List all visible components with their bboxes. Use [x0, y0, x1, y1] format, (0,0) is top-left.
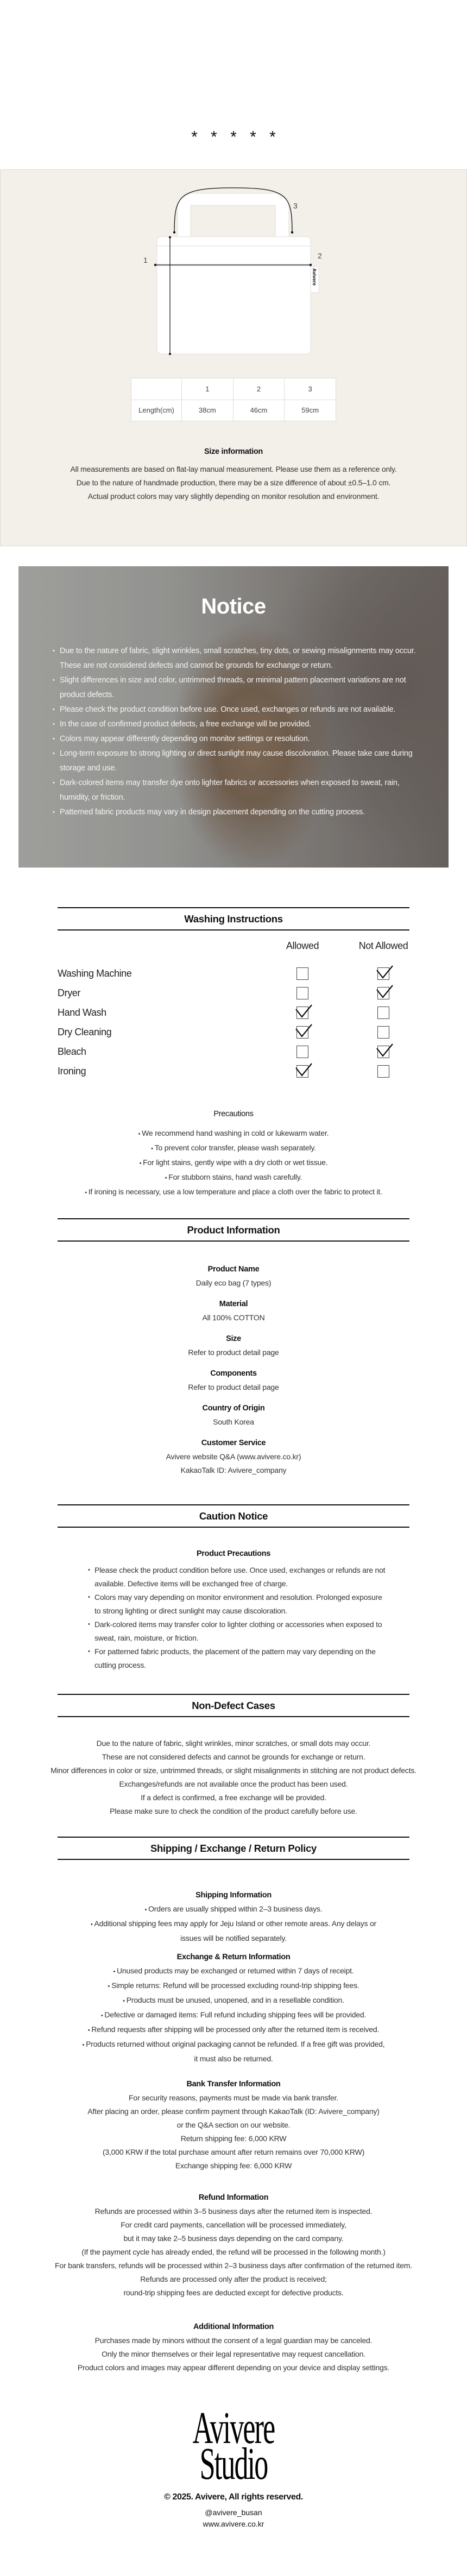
checkbox-allowed[interactable]: [296, 1026, 308, 1039]
website-link[interactable]: www.avivere.co.kr: [203, 2520, 264, 2528]
notice-item: • Long-term exposure to strong lighting or direct sunlight may cause discoloration. Please take care during storage and use.: [60, 746, 429, 776]
table-header-cell: [131, 378, 182, 400]
non-defect-line: If a defect is confirmed, a free exchange will be provided.: [141, 1793, 326, 1802]
product-info-label: Product Name: [207, 1265, 260, 1274]
notice-item: • Please check the product condition before use. Once used, exchanges or refunds are not available.: [60, 702, 429, 717]
product-info-item: [0, 1263, 467, 1290]
caution-item: • Colors may vary depending on monitor environment and resolution. Prolonged exposure to strong lighting or direct sunlight may cause discoloration.: [94, 1591, 388, 1618]
notice-banner: [18, 566, 449, 868]
shipping-information: [0, 1889, 467, 1945]
copyright: © 2025. Avivere, All rights reserved.: [164, 2492, 303, 2502]
star-icon: *: [191, 128, 198, 146]
checkbox-not-allowed[interactable]: [377, 967, 389, 980]
brand-tag-text: Avivere: [312, 268, 317, 286]
checkbox-allowed[interactable]: [296, 987, 308, 999]
size-information-line-list: [0, 463, 467, 503]
product-info-item: [0, 1436, 467, 1477]
exchange-return-line: • Products returned without original packaging cannot be refunded. If a free gift was provided,: [0, 2037, 467, 2052]
shipping-line: • Additional shipping fees may apply for Jeju Island or other remote areas. Any delays or: [0, 1917, 467, 1932]
non-defect-line: Please make sure to check the condition of the product carefully before use.: [110, 1807, 357, 1815]
product-info-label: Components: [210, 1369, 257, 1378]
bank-transfer-line: After placing an order, please confirm payment through KakaoTalk (ID: Avivere_company): [87, 2107, 380, 2116]
exchange-return-line: it must also be returned.: [194, 2054, 273, 2063]
product-info-value: Refer to product detail page: [188, 1348, 279, 1357]
additional-line-list: [0, 2334, 467, 2375]
avivere-studio-logo: [0, 2403, 467, 2489]
notice-item: • Due to the nature of fabric, slight wrinkles, small scratches, tiny dots, or sewing misalignments may occur. These are not considered defects and cannot be grounds for exchange or return.: [60, 644, 429, 673]
check-mark-icon: [295, 1023, 313, 1040]
refund-information: [0, 2191, 467, 2300]
size-table: [131, 378, 336, 421]
checkbox-allowed[interactable]: [296, 1046, 308, 1058]
exchange-return-line-list: [0, 1964, 467, 2066]
precautions-title: Precautions: [213, 1110, 254, 1118]
refund-information-title: Refund Information: [198, 2193, 269, 2202]
precaution-item-list: [0, 1126, 467, 1200]
caution-item: • Please check the product condition before use. Once used, exchanges or refunds are not available. Defective items will be exchanged free of charge.: [94, 1564, 388, 1591]
refund-line-list: [0, 2205, 467, 2300]
product-info-label: Size: [226, 1334, 241, 1343]
shipping-policy-heading: Shipping / Exchange / Return Policy: [58, 1837, 409, 1860]
precaution-item: • If ironing is necessary, use a low temperature and place a cloth over the fabric to protect it.: [0, 1185, 467, 1200]
washing-row-label: Bleach: [58, 1046, 86, 1057]
product-info-item: [0, 1298, 467, 1325]
checkbox-allowed[interactable]: [296, 967, 308, 980]
refund-line: round-trip shipping fees are deducted except for defective products.: [123, 2288, 344, 2297]
check-mark-icon: [295, 1062, 313, 1079]
checkbox-allowed[interactable]: [296, 1007, 308, 1019]
refund-line: For bank transfers, refunds will be processed within 2–3 business days after confirmation of the returned item.: [55, 2261, 412, 2270]
notice-item-list: [60, 644, 429, 820]
precautions: [0, 1107, 467, 1200]
washing-instructions-heading: Washing Instructions: [58, 907, 409, 931]
column-header-allowed: Allowed: [286, 940, 319, 951]
checkbox-allowed[interactable]: [296, 1065, 308, 1078]
product-info-item: [0, 1402, 467, 1429]
caution-item: • Dark-colored items may transfer color to lighter clothing or accessories when exposed to sweat, rain, moisture, or friction.: [94, 1618, 388, 1645]
additional-line: Purchases made by minors without the consent of a legal guardian may be canceled.: [94, 2336, 373, 2345]
exchange-return-line: • Products must be unused, unopened, and in a resellable condition.: [0, 1993, 467, 2008]
bank-transfer-line: For security reasons, payments must be made via bank transfer.: [129, 2093, 338, 2102]
notice-item: • Patterned fabric products may vary in design placement depending on the cutting process.: [60, 805, 429, 820]
bank-transfer-line: or the Q&A section on our website.: [176, 2121, 291, 2129]
washing-row-label: Hand Wash: [58, 1007, 106, 1018]
logo-line-1: Avivere: [192, 2403, 275, 2453]
additional-information: [0, 2320, 467, 2375]
washing-row-label: Dry Cleaning: [58, 1027, 112, 1037]
notice-item: • Slight differences in size and color, untrimmed threads, or minimal pattern placement variations are not product defects.: [60, 673, 429, 702]
non-defect-line-list: [0, 1737, 467, 1818]
product-info-item: [0, 1367, 467, 1394]
check-mark-icon: [295, 1004, 313, 1020]
caution-notice-heading: Caution Notice: [58, 1504, 409, 1528]
exchange-return-line: • Simple returns: Refund will be processed excluding round-trip shipping fees.: [0, 1979, 467, 1993]
star-icon: *: [230, 128, 237, 146]
notice-title: Notice: [201, 594, 266, 618]
bag-size-diagram: [0, 169, 467, 387]
table-cell: 59cm: [285, 400, 336, 421]
caution-item-list: [94, 1564, 388, 1672]
additional-line: Only the minor themselves or their legal representative may request cancellation.: [102, 2350, 365, 2358]
notice-item: • Colors may appear differently depending on monitor settings or resolution.: [60, 732, 429, 746]
refund-line: (If the payment cycle has already ended, the refund will be processed in the following month.): [81, 2248, 386, 2256]
bag-body: [157, 237, 311, 354]
bag-handle: [178, 193, 289, 237]
checkbox-not-allowed[interactable]: [377, 1065, 389, 1078]
size-information-line: Due to the nature of handmade production, there may be a size difference of about ±0.5–1.0 cm.: [76, 478, 391, 487]
washing-row-label: Ironing: [58, 1066, 86, 1077]
product-precautions-title: Product Precautions: [196, 1549, 271, 1558]
refund-line: Refunds are processed within 3–5 business days after the returned item is inspected.: [94, 2207, 373, 2216]
refund-line: but it may take 2–5 business days depending on the card company.: [123, 2234, 344, 2243]
non-defect-line: These are not considered defects and cannot be grounds for exchange or return.: [102, 1752, 365, 1761]
product-info-value: Daily eco bag (7 types): [195, 1278, 272, 1287]
additional-information-title: Additional Information: [193, 2322, 274, 2331]
star-icon: *: [211, 128, 217, 146]
shipping-information-title: Shipping Information: [195, 1891, 272, 1900]
product-info-value: KakaoTalk ID: Avivere_company: [180, 1466, 287, 1474]
product-info-label: Material: [219, 1300, 248, 1308]
product-information-list: [0, 1263, 467, 1485]
refund-line: For credit card payments, cancellation will be processed immediately,: [121, 2220, 346, 2229]
table-row: [131, 400, 336, 421]
product-information-heading: Product Information: [58, 1218, 409, 1242]
star-icon: *: [269, 128, 276, 146]
product-info-value: Refer to product detail page: [188, 1383, 279, 1391]
table-cell: 38cm: [182, 400, 234, 421]
notice-item: • Dark-colored items may transfer dye onto lighter fabrics or accessories when exposed to sweat, rain, humidity, or friction.: [60, 776, 429, 805]
refund-line: Refunds are processed only after the product is received;: [140, 2275, 327, 2283]
product-info-label: Customer Service: [201, 1439, 266, 1447]
logo-line-2: Studio: [199, 2439, 268, 2489]
precaution-item: • We recommend hand washing in cold or lukewarm water.: [0, 1126, 467, 1141]
product-info-value: South Korea: [213, 1417, 254, 1426]
exchange-return-line: • Defective or damaged items: Full refund including shipping fees will be provided.: [0, 2008, 467, 2023]
bank-transfer-line-list: [0, 2091, 467, 2173]
checkbox-not-allowed[interactable]: [377, 1007, 389, 1019]
product-info-label: Country of Origin: [202, 1404, 265, 1413]
size-information-line: All measurements are based on flat-lay manual measurement. Please use them as a reference only.: [70, 465, 397, 473]
precaution-item: • To prevent color transfer, please wash separately.: [0, 1141, 467, 1156]
checkbox-not-allowed[interactable]: [377, 987, 389, 999]
non-defect-line: Due to the nature of fabric, slight wrinkles, minor scratches, or small dots may occur.: [96, 1739, 371, 1748]
check-mark-icon: [376, 1043, 394, 1059]
exchange-return-information: [0, 1951, 467, 2066]
shipping-line: • Orders are usually shipped within 2–3 business days.: [0, 1902, 467, 1917]
exchange-return-title: Exchange & Return Information: [176, 1953, 291, 1961]
non-defect-cases-heading: Non-Defect Cases: [58, 1694, 409, 1717]
product-info-item: [0, 1332, 467, 1359]
shipping-line: issues will be notified separately.: [180, 1934, 287, 1942]
table-header-cell: 1: [182, 378, 234, 400]
column-header-not-allowed: Not Allowed: [358, 940, 408, 951]
product-info-value: Avivere website Q&A (www.avivere.co.kr): [166, 1452, 301, 1461]
caution-item: • For patterned fabric products, the placement of the pattern may vary depending on the cutting process.: [94, 1645, 388, 1672]
size-information: [0, 445, 467, 503]
non-defect-line: Minor differences in color or size, untrimmed threads, or slight misalignments in stitching are not product defects.: [51, 1766, 416, 1775]
check-mark-icon: [376, 984, 394, 1001]
washing-row-label: Washing Machine: [58, 968, 132, 979]
table-header-cell: 3: [285, 378, 336, 400]
bank-transfer-line: (3,000 KRW if the total purchase amount after return remains over 70,000 KRW): [102, 2148, 365, 2156]
bank-transfer-line: Exchange shipping fee: 6,000 KRW: [175, 2161, 292, 2170]
measure-label-3: 3: [293, 201, 298, 210]
table-row-label: Length(cm): [131, 400, 182, 421]
checkbox-not-allowed[interactable]: [377, 1046, 389, 1058]
measure-label-1: 1: [143, 256, 148, 264]
size-information-title: Size information: [204, 447, 263, 456]
washing-row-label: Dryer: [58, 988, 80, 998]
size-information-line: Actual product colors may vary slightly depending on monitor resolution and environment.: [87, 492, 380, 501]
star-icon: *: [250, 128, 256, 146]
check-mark-icon: [376, 965, 394, 981]
bank-transfer-line: Return shipping fee: 6,000 KRW: [180, 2134, 287, 2143]
table-header-cell: 2: [233, 378, 285, 400]
bank-transfer-information: [0, 2078, 467, 2173]
checkbox-not-allowed[interactable]: [377, 1026, 389, 1039]
measure-label-2: 2: [318, 251, 322, 260]
size-table-header-row: [131, 378, 336, 400]
shipping-line-list: [0, 1902, 467, 1945]
notice-item: • In the case of confirmed product defects, a free exchange will be provided.: [60, 717, 429, 732]
non-defect-line: Exchanges/refunds are not available once the product has been used.: [119, 1780, 348, 1788]
additional-line: Product colors and images may appear different depending on your device and display settings.: [77, 2363, 390, 2372]
bank-transfer-title: Bank Transfer Information: [186, 2080, 281, 2088]
instagram-handle-link[interactable]: @avivere_busan: [205, 2508, 262, 2517]
precaution-item: • For light stains, gently wipe with a dry cloth or wet tissue.: [0, 1156, 467, 1170]
exchange-return-line: • Unused products may be exchanged or returned within 7 days of receipt.: [0, 1964, 467, 1979]
product-info-value: All 100% COTTON: [202, 1313, 265, 1322]
rating-stars: [0, 128, 467, 147]
table-cell: 46cm: [233, 400, 285, 421]
precaution-item: • For stubborn stains, hand wash carefully.: [0, 1170, 467, 1185]
exchange-return-line: • Refund requests after shipping will be processed only after the returned item is received.: [0, 2023, 467, 2037]
